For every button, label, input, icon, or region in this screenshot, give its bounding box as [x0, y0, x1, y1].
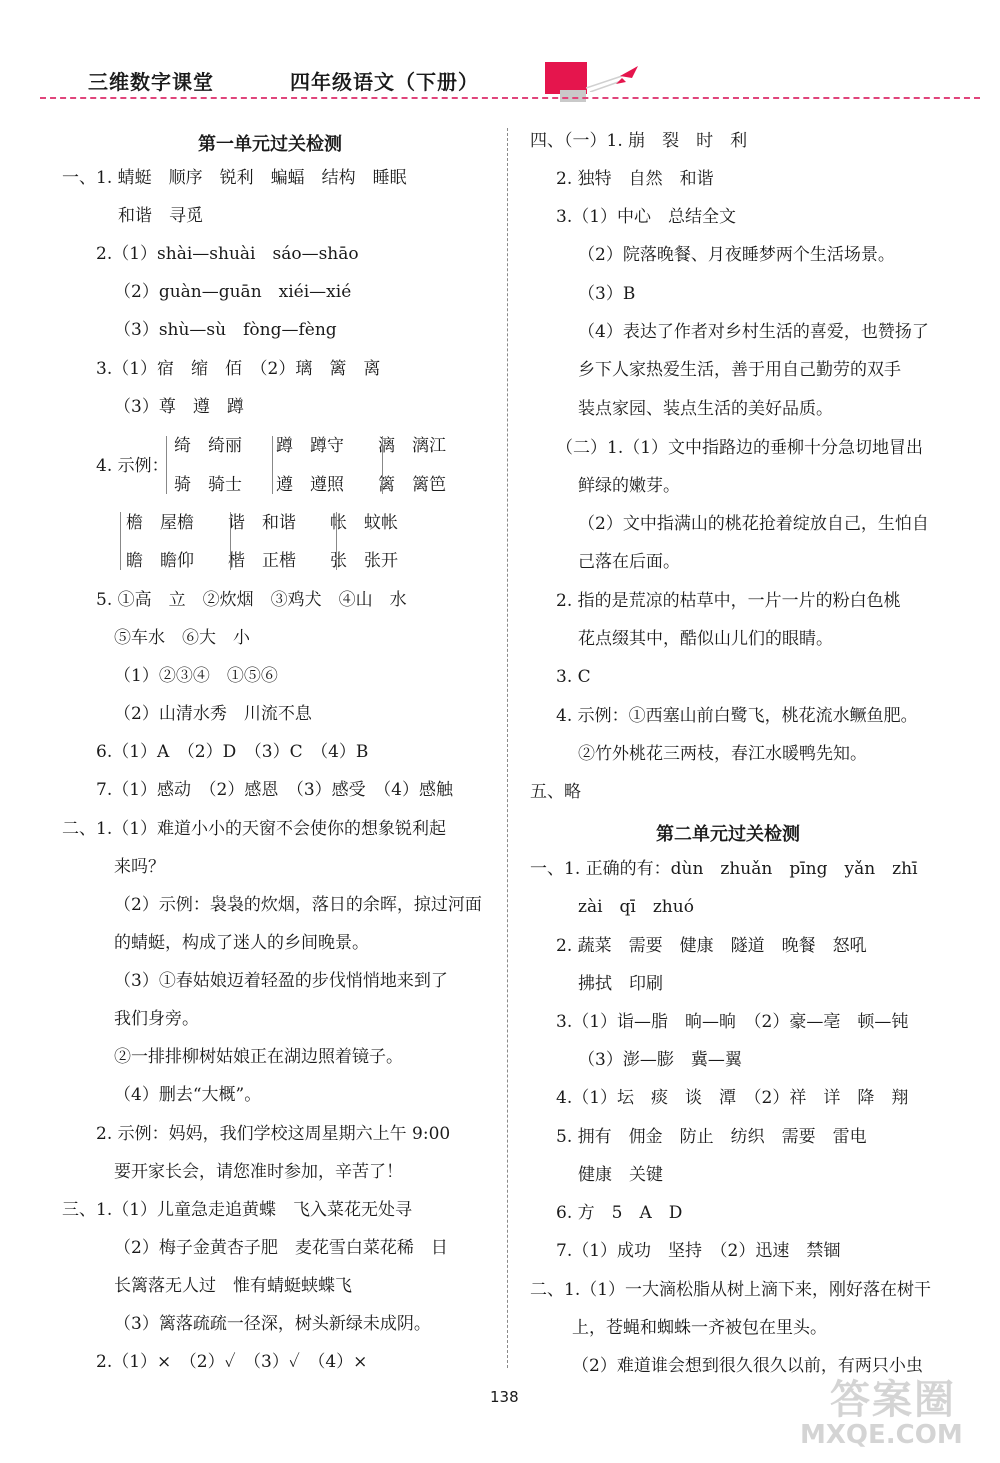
answer-line: 瞻 瞻仰 楷 正楷 张 张开	[126, 551, 398, 571]
answer-line: 来吗？	[114, 857, 165, 877]
answer-line: （2）guàn—guān xiéi—xié	[114, 282, 352, 302]
answer-line: （4）表达了作者对乡村生活的喜爱，也赞扬了	[578, 322, 929, 342]
answer-line: （3）shù—sù fòng—fèng	[114, 320, 337, 340]
answer-line: 2.（1）× （2）✓ （3）✓ （4）×	[96, 1352, 368, 1372]
brace	[166, 436, 172, 494]
answer-line: 5. 拥有 佣金 防止 纺织 需要 雷电	[556, 1127, 867, 1147]
answer-line: （2）难道谁会想到很久很久以前，有两只小虫	[572, 1356, 923, 1376]
answer-line: 檐 屋檐 谐 和谐 帐 蚊帐	[126, 513, 398, 533]
answer-line: （3）B	[578, 284, 636, 304]
watermark-logo: 答案圈	[830, 1377, 956, 1423]
answer-line: 五、略	[530, 782, 581, 802]
answer-line: 4. 示例：	[96, 456, 169, 476]
brace	[336, 512, 342, 570]
answer-line: （二）1.（1）文中指路边的垂柳十分急切地冒出	[556, 438, 924, 458]
answer-line: （4）删去“大概”。	[114, 1085, 262, 1105]
answer-line: 7.（1）感动 （2）感恩 （3）感受 （4）感触	[96, 780, 453, 800]
answer-line: 骑 骑士 遵 遵照 篱 篱笆	[174, 475, 446, 495]
answer-line: 和谐 寻觅	[118, 206, 203, 226]
answer-line: 2. 示例：妈妈，我们学校这周星期六上午 9:00	[96, 1124, 451, 1144]
answer-line: 长篱落无人过 惟有蜻蜓蛱蝶飞	[114, 1276, 352, 1296]
answer-line: （3）篱落疏疏一径深，树头新绿未成阴。	[114, 1314, 431, 1334]
page-number: 138	[490, 1388, 519, 1406]
answer-line: 5. ①高 立 ②炊烟 ③鸡犬 ④山 水	[96, 590, 407, 610]
answer-line: 2.（1）shài—shuài sáo—shāo	[96, 244, 359, 264]
answer-line: 2. 指的是荒凉的枯草中，一片一片的粉白色桃	[556, 591, 901, 611]
answer-line: （1）②③④ ①⑤⑥	[114, 666, 278, 686]
answer-line: 鲜绿的嫩芽。	[578, 476, 680, 496]
answer-line: 6. 方 5 A D	[556, 1203, 683, 1223]
book-title: 四年级语文（下册）	[290, 70, 479, 94]
answer-line: 装点家园、装点生活的美好品质。	[578, 399, 833, 419]
answer-line: （2）梅子金黄杏子肥 麦花雪白菜花稀 日	[114, 1238, 448, 1258]
answer-line: 3. C	[556, 667, 591, 687]
answer-line: 己落在后面。	[578, 552, 680, 572]
answer-line: 一、1. 正确的有：dùn zhuǎn pīng yǎn zhī	[530, 859, 918, 879]
series-title: 三维数字课堂	[88, 70, 214, 94]
answer-line: 4. 示例：①西塞山前白鹭飞，桃花流水鳜鱼肥。	[556, 706, 918, 726]
answer-line: 要开家长会，请您准时参加，辛苦了！	[114, 1162, 403, 1182]
answer-line: （3）①春姑娘迈着轻盈的步伐悄悄地来到了	[114, 971, 448, 991]
answer-line: （2）院落晚餐、月夜睡梦两个生活场景。	[578, 245, 895, 265]
answer-line: 健康 关键	[578, 1165, 663, 1185]
unit-two-heading: 第二单元过关检测	[656, 824, 800, 845]
answer-line: 2. 蔬菜 需要 健康 隧道 晚餐 怒吼	[556, 936, 867, 956]
answer-line: （2）文中指满山的桃花抢着绽放自己，生怕自	[578, 514, 929, 534]
answer-line: 绮 绮丽 蹲 蹲守 漓 漓江	[174, 436, 446, 456]
answer-line: 2. 独特 自然 和谐	[556, 169, 714, 189]
column-divider	[507, 128, 508, 1368]
answer-line: 二、1.（1）难道小小的天窗不会使你的想象锐利起	[62, 819, 447, 839]
answer-line: 二、1.（1）一大滴松脂从树上滴下来，刚好落在树干	[530, 1280, 932, 1300]
answer-line: ②一排排柳树姑娘正在湖边照着镜子。	[114, 1047, 403, 1067]
answer-line: 拂拭 印刷	[578, 974, 663, 994]
answer-line: （3）澎—膨 冀—翼	[578, 1050, 742, 1070]
brace	[272, 436, 278, 494]
brace	[382, 436, 388, 494]
answer-line: 的蜻蜓，构成了迷人的乡间晚景。	[114, 933, 369, 953]
answer-line: 三、1.（1）儿童急走追黄蝶 飞入菜花无处寻	[62, 1200, 413, 1220]
unit-one-heading: 第一单元过关检测	[198, 134, 342, 155]
answer-line: 乡下人家热爱生活，善于用自己勤劳的双手	[578, 360, 901, 380]
answer-line: 上，苍蝇和蜘蛛一齐被包在里头。	[572, 1318, 827, 1338]
rocket-icon	[586, 62, 646, 92]
answer-line: ②竹外桃花三两枝，春江水暖鸭先知。	[578, 744, 867, 764]
answer-line: 花点缀其中，酷似山儿们的眼睛。	[578, 629, 833, 649]
answer-line: 4.（1）坛 痰 谈 潭 （2）祥 详 降 翔	[556, 1088, 909, 1108]
header-shade-block	[560, 90, 586, 102]
answer-line: 我们身旁。	[114, 1009, 199, 1029]
answer-line: 6.（1）A （2）D （3）C （4）B	[96, 742, 369, 762]
answer-line: zài qī zhuó	[578, 897, 694, 917]
answer-line: （2）山清水秀 川流不息	[114, 704, 312, 724]
header-divider	[40, 97, 980, 99]
answer-line: ⑤车水 ⑥大 小	[114, 628, 250, 648]
answer-line: 3.（1）宿 缩 佰 （2）璃 篱 离	[96, 359, 381, 379]
answer-line: 3.（1）诣—脂 晌—晌 （2）豪—亳 顿—钝	[556, 1012, 909, 1032]
brace	[120, 512, 126, 570]
answer-line: （2）示例：袅袅的炊烟，落日的余晖，掠过河面	[114, 895, 482, 915]
answer-line: 四、（一）1. 崩 裂 时 利	[530, 131, 748, 151]
answer-line: 7.（1）成功 坚持 （2）迅速 禁锢	[556, 1241, 841, 1261]
answer-line: 一、1. 蜻蜓 顺序 锐利 蝙蝠 结构 睡眠	[62, 168, 407, 188]
watermark-url: MXQE.COM	[800, 1420, 963, 1450]
brace	[230, 512, 236, 570]
answer-line: 3.（1）中心 总结全文	[556, 207, 737, 227]
answer-line: （3）尊 遵 蹲	[114, 397, 244, 417]
